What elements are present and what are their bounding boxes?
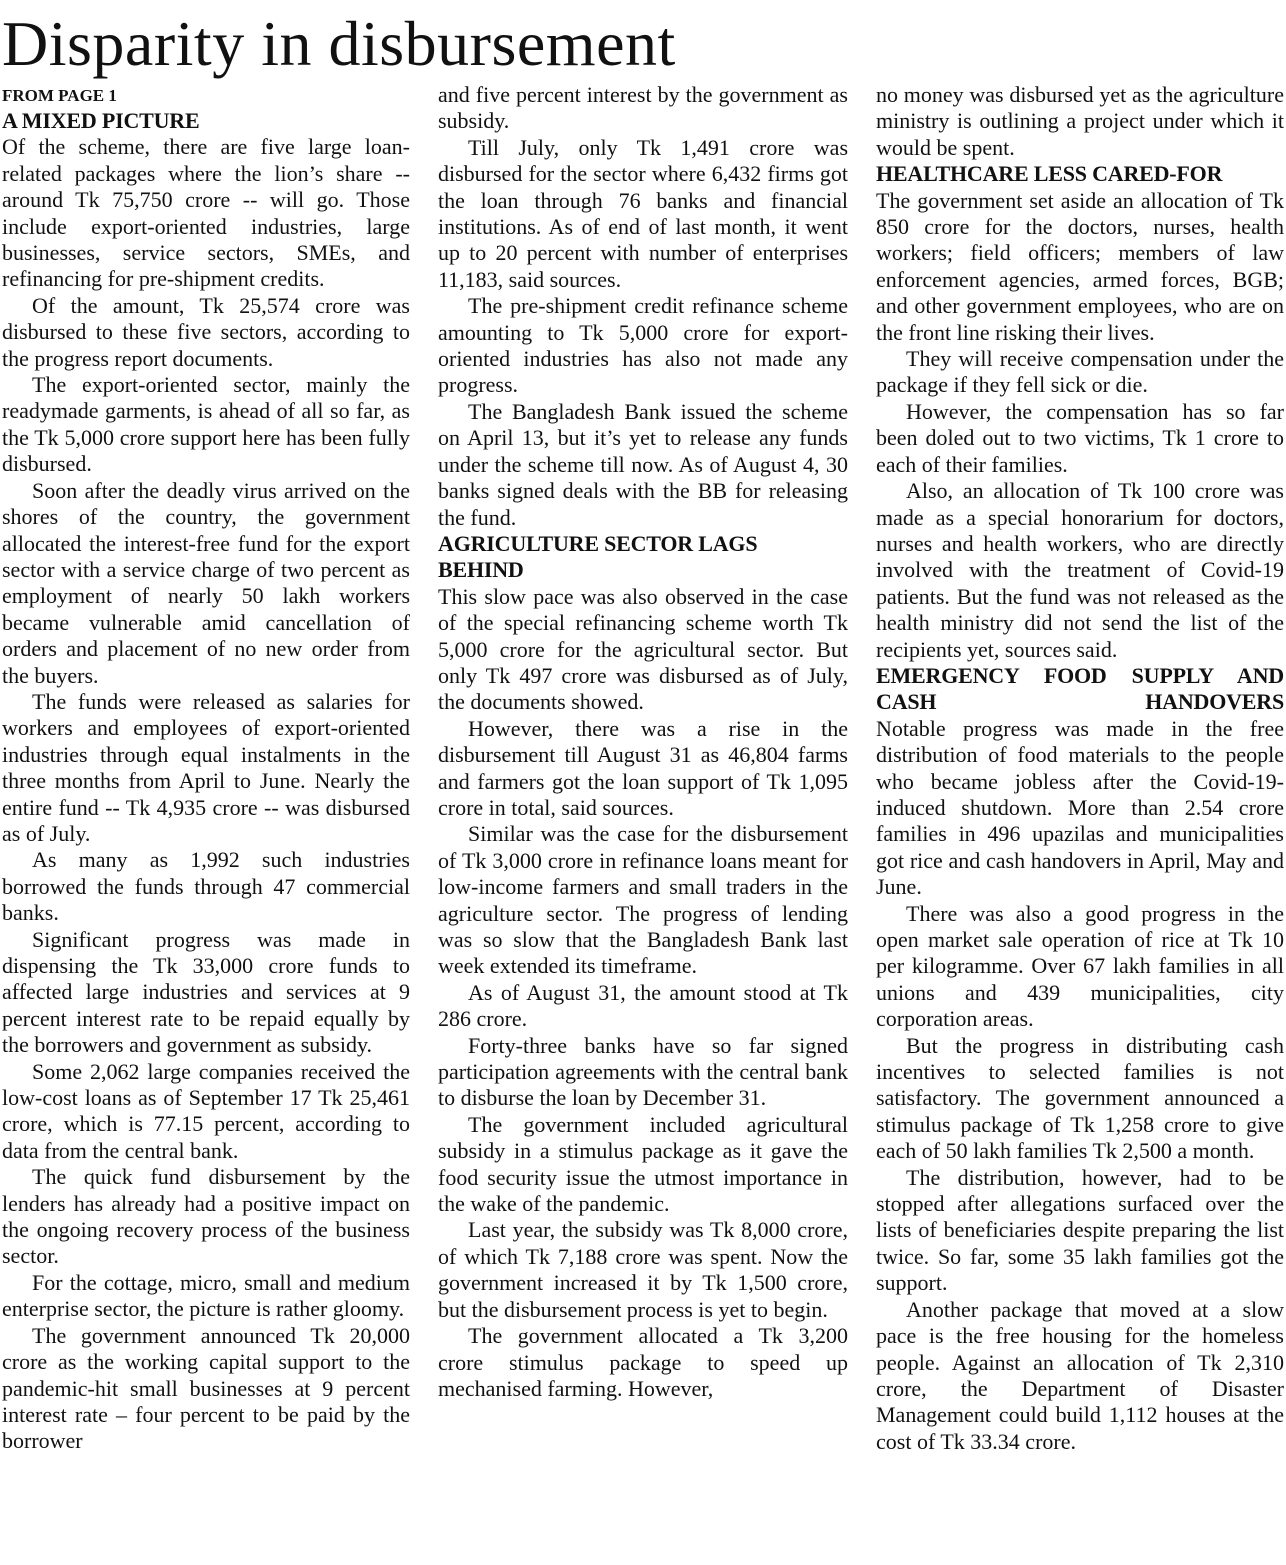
paragraph-continued: and five percent interest by the government as subsidy. (438, 82, 848, 134)
paragraph: Another package that moved at a slow pace is the free housing for the homeless people. Against an allocation of Tk 2,310 crore, the Department of Disaster Management could build 1,112 houses at the cost of Tk 33.34 crore. (876, 1296, 1284, 1454)
paragraph: The Bangladesh Bank issued the scheme on April 13, but it’s yet to release any funds under the scheme till now. As of August 4, 30 banks signed deals with the BB for releasing the fund. (438, 398, 848, 530)
paragraph: As of August 31, the amount stood at Tk 286 crore. (438, 979, 848, 1032)
paragraph: The quick fund disbursement by the lenders has already had a positive impact on the ongoing recovery process of the business sector. (2, 1164, 410, 1269)
paragraph-continued: no money was disbursed yet as the agriculture ministry is outlining a project under which it would be spent. (876, 82, 1284, 160)
kicker-from-page-1: FROM PAGE 1 (2, 86, 117, 105)
paragraph: The government included agricultural subsidy in a stimulus package as it gave the food security issue the utmost importance in the wake of the pandemic. (438, 1111, 848, 1217)
section-heading-healthcare: HEALTHCARE LESS CARED-FOR (876, 161, 1223, 187)
paragraph: However, the compensation has so far been doled out to two victims, Tk 1 crore to each of their families. (876, 398, 1284, 477)
paragraph: For the cottage, micro, small and medium enterprise sector, the picture is rather gloomy. (2, 1269, 410, 1322)
paragraph: There was also a good progress in the open market sale operation of rice at Tk 10 per kilogramme. Over 67 lakh families in all unions and 439 municipalities, city corporation areas. (876, 900, 1284, 1032)
paragraph: Till July, only Tk 1,491 crore was disbursed for the sector where 6,432 firms got the loan through 76 banks and financial institutions. As of end of last month, it went up to 20 percent with number of enterprises 11,183, said sources. (438, 134, 848, 292)
paragraph: Of the amount, Tk 25,574 crore was disbursed to these five sectors, according to the progress report documents. (2, 292, 410, 371)
paragraph: The distribution, however, had to be stopped after allegations surfaced over the lists of beneficiaries despite preparing the list twice. So far, some 35 lakh families got the support. (876, 1164, 1284, 1296)
headline: Disparity in disbursement (2, 8, 676, 79)
section-heading-agriculture-line-2: BEHIND (438, 557, 524, 583)
paragraph: Notable progress was made in the free distribution of food materials to the people who became jobless after the Covid-19-induced shutdown. More than 2.54 crore families in 496 upazilas and municipalities got rice and cash handovers in April, May and June. (876, 715, 1284, 900)
paragraph: Some 2,062 large companies received the low-cost loans as of September 17 Tk 25,461 crore, which is 77.15 percent, according to data from the central bank. (2, 1058, 410, 1163)
paragraph: Soon after the deadly virus arrived on the shores of the country, the government allocated the interest-free fund for the export sector with a service charge of two percent as employment of nearly 50 lakh workers became vulnerable amid cancellation of orders and placement of no new order from the buyers. (2, 477, 410, 688)
paragraph: This slow pace was also observed in the case of the special refinancing scheme worth Tk 5,000 crore for the agricultural sector. But only Tk 497 crore was disbursed as of July, the documents showed. (438, 583, 848, 715)
section-heading-emergency-food (876, 663, 1284, 716)
paragraph: Last year, the subsidy was Tk 8,000 crore, of which Tk 7,188 crore was spent. Now the government increased it by Tk 1,500 crore, but the disbursement process is yet to begin. (438, 1217, 848, 1322)
paragraph: The pre-shipment credit refinance scheme amounting to Tk 5,000 crore for export-oriented industries has also not made any progress. (438, 293, 848, 398)
paragraph: As many as 1,992 such industries borrowed the funds through 47 commercial banks. (2, 847, 410, 926)
section-heading-emergency-food-line-1: EMERGENCY FOOD SUPPLY AND (876, 662, 1284, 688)
paragraph: The government allocated a Tk 3,200 crore stimulus package to speed up mechanised farming. However, (438, 1323, 848, 1401)
article-column-1 (2, 82, 410, 1562)
paragraph: They will receive compensation under the package if they fell sick or die. (876, 346, 1284, 398)
section-heading-agriculture-line-1: AGRICULTURE SECTOR LAGS (438, 530, 758, 556)
paragraph: The funds were released as salaries for workers and employees of export-oriented industries through equal instalments in the three months from April to June. Nearly the entire fund -- Tk 4,935 crore -- was disbursed as of July. (2, 688, 410, 846)
article-column-2 (438, 82, 848, 1562)
section-heading-mixed-picture: A MIXED PICTURE (2, 108, 200, 133)
paragraph: Forty-three banks have so far signed participation agreements with the central bank to disburse the loan by December 31. (438, 1032, 848, 1111)
section-heading-emergency-food-line-2: CASH HANDOVERS (876, 689, 1284, 715)
paragraph: Similar was the case for the disbursement of Tk 3,000 crore in refinance loans meant for low-income farmers and small traders in the agriculture sector. The progress of lending was so slow that the Bangladesh Bank last week extended its timeframe. (438, 821, 848, 979)
paragraph: However, there was a rise in the disbursement till August 31 as 46,804 farms and farmers got the loan support of Tk 1,095 crore in total, said sources. (438, 715, 848, 820)
paragraph: The government announced Tk 20,000 crore as the working capital support to the pandemic-hit small businesses at 9 percent interest rate – four percent to be paid by the borrower (2, 1322, 410, 1454)
paragraph: But the progress in distributing cash incentives to selected families is not satisfactory. The government announced a stimulus package of Tk 1,258 crore to give each of 50 lakh families Tk 2,500 a month. (876, 1032, 1284, 1164)
article-column-3 (876, 82, 1284, 1562)
paragraph: Also, an allocation of Tk 100 crore was made as a special honorarium for doctors, nurses and health workers, who are directly involved with the treatment of Covid-19 patients. But the fund was not released as the health ministry did not send the list of the recipients yet, sources said. (876, 478, 1284, 662)
paragraph: The government set aside an allocation of Tk 850 crore for the doctors, nurses, health workers; field officers; members of law enforcement agencies, armed forces, BGB; and other government employees, who are on the front line risking their lives. (876, 187, 1284, 345)
paragraph: Significant progress was made in dispensing the Tk 33,000 crore funds to affected large industries and services at 9 percent interest rate to be repaid equally by the borrowers and government as subsidy. (2, 926, 410, 1058)
section-heading-agriculture (438, 531, 848, 584)
paragraph: The export-oriented sector, mainly the readymade garments, is ahead of all so far, as the Tk 5,000 crore support here has been fully disbursed. (2, 372, 410, 477)
paragraph: Of the scheme, there are five large loan-related packages where the lion’s share -- around Tk 75,750 crore -- will go. Those include export-oriented industries, large businesses, service sectors, SMEs, and refinancing for pre-shipment credits. (2, 134, 410, 292)
